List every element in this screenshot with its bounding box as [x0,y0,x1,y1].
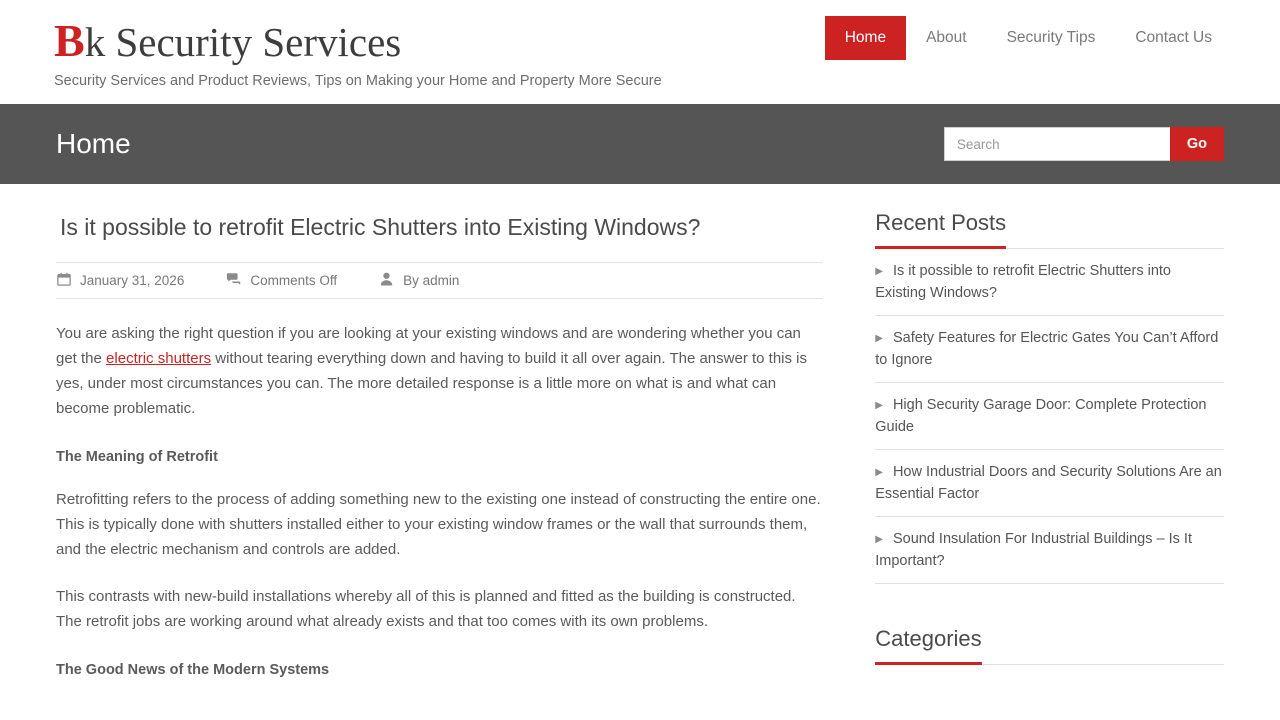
site-header [0,0,1280,104]
calendar-icon [56,272,71,289]
list-item[interactable] [875,383,1224,450]
nav-item-about[interactable]: About [926,29,967,46]
user-icon [379,272,394,289]
site-title-initial: B [54,15,85,66]
article-subheading-1: The Meaning of Retrofit [56,449,218,465]
categories-title: Categories [875,626,981,665]
widget-categories [875,626,1224,665]
recent-post-link-5[interactable]: Sound Insulation For Industrial Buildings – Is It Important? [875,531,1192,569]
list-item[interactable] [875,450,1224,517]
meta-author-text: By admin [403,273,460,288]
recent-posts-list [875,249,1224,584]
list-item[interactable] [875,249,1224,316]
caret-right-icon: ▶ [875,333,883,344]
article-title: Is it possible to retrofit Electric Shutters into Existing Windows? [60,214,701,240]
recent-post-link-2[interactable]: Safety Features for Electric Gates You Can’t Afford to Ignore [875,330,1219,368]
article-paragraph-1 [56,321,823,421]
article-meta [56,262,823,299]
search-input[interactable] [944,127,1170,161]
article-subheading-2: The Good News of the Modern Systems [56,662,330,678]
widget-recent-posts [875,210,1224,584]
caret-right-icon: ▶ [875,467,883,478]
site-tagline: Security Services and Product Reviews, Tips on Making your Home and Property More Secure [54,73,662,89]
site-title [54,16,662,67]
meta-author [379,272,459,289]
list-item[interactable] [875,517,1224,584]
caret-right-icon: ▶ [875,266,883,277]
site-title-rest: k Security Services [84,19,402,65]
electric-shutters-link[interactable]: electric shutters [106,350,212,367]
nav-item-security-tips[interactable]: Security Tips [1006,29,1096,46]
recent-posts-title: Recent Posts [875,210,1006,249]
comments-icon [226,272,241,289]
article-paragraph-3: This contrasts with new-build installations whereby all of this is planned and fitted as the building is constructed. The retrofit jobs are working around what already exists and that too comes with its own problems. [56,588,796,630]
site-branding[interactable] [54,16,662,89]
recent-post-link-1[interactable]: Is it possible to retrofit Electric Shutters into Existing Windows? [875,263,1171,301]
meta-date-text: January 31, 2026 [80,273,185,288]
caret-right-icon: ▶ [875,400,883,411]
meta-comments [226,272,337,289]
page-title-bar [0,104,1280,184]
search-submit-button[interactable]: Go [1170,127,1224,161]
paragraph-1-part-b: without tearing everything down and having to build it all over again. The answer to this is yes, under most circumstances you can. The more detailed response is a little more on what is and what can become problematic. [56,350,807,417]
recent-post-link-3[interactable]: High Security Garage Door: Complete Protection Guide [875,397,1207,435]
article [56,184,823,678]
content-area [0,184,1280,678]
sidebar [875,184,1224,678]
main-navigation [825,16,1232,60]
paragraph-1-part-a: You are asking the right question if you are looking at your existing windows and are wondering whether you can get the [56,325,801,367]
article-paragraph-2: Retrofitting refers to the process of adding something new to the existing one instead of constructing the entire one. This is typically done with shutters installed either to your existing window frames or the wall that surrounds them, and the electric mechanism and controls are added. [56,491,821,558]
nav-item-home[interactable]: Home [825,16,906,60]
search-form [944,127,1224,161]
nav-item-contact-us[interactable]: Contact Us [1135,29,1212,46]
meta-date [56,272,184,289]
caret-right-icon: ▶ [875,534,883,545]
page-title: Home [56,128,131,159]
recent-post-link-4[interactable]: How Industrial Doors and Security Solutions Are an Essential Factor [875,464,1222,502]
meta-comments-text: Comments Off [250,273,338,288]
list-item[interactable] [875,316,1224,383]
widget-spacer [875,584,1224,626]
